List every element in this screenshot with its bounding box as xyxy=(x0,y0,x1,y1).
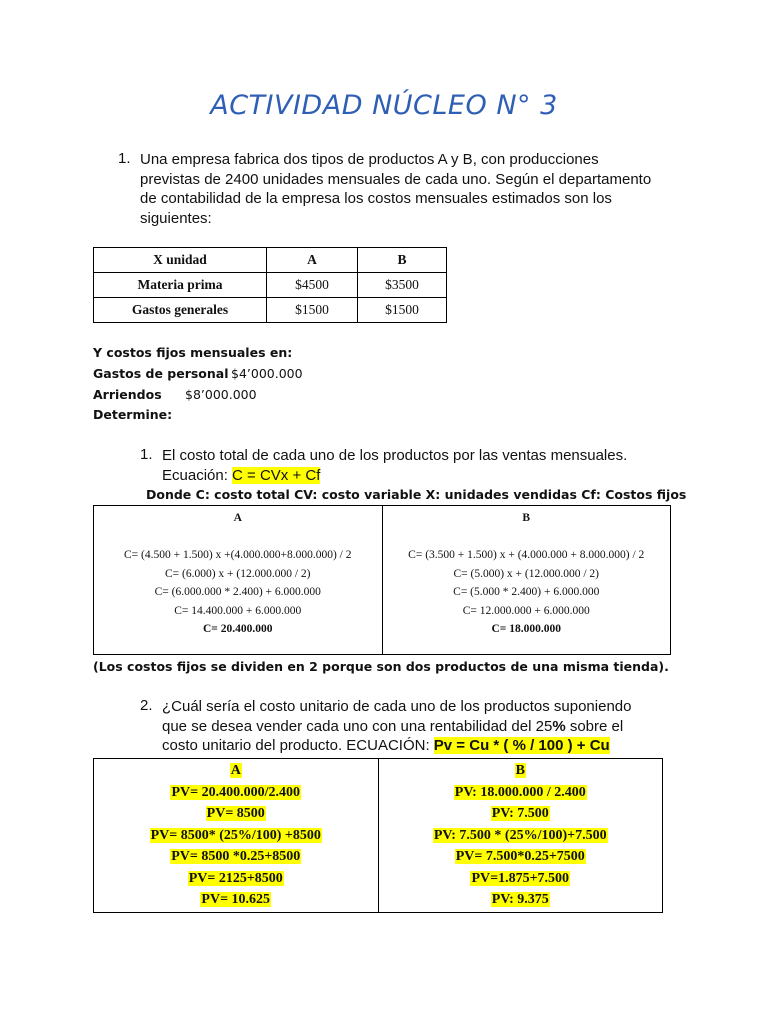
sub-question-1-number: 1. xyxy=(140,446,153,463)
sub-question-1-line: El costo total de cada uno de los productos por las ventas mensuales. xyxy=(162,447,628,464)
sub-question-2-text xyxy=(162,697,631,756)
unit-price-equation: Pv = Cu * ( % / 100 ) + Cu xyxy=(433,737,610,754)
unit-cost-table xyxy=(93,247,447,323)
table-row xyxy=(94,759,663,913)
question-1-text xyxy=(140,150,651,228)
sub-question-1-equation-line xyxy=(162,466,627,486)
table-header-cell: X unidad xyxy=(94,248,267,273)
question-1-number: 1. xyxy=(118,150,131,167)
table-row-label: Gastos generales xyxy=(94,298,267,323)
table-cell: $4500 xyxy=(267,273,358,298)
calc-line: C= (5.000 * 2.400) + 6.000.000 xyxy=(453,586,600,598)
calc-line: C= 14.400.000 + 6.000.000 xyxy=(174,604,302,617)
question-1-line: previstas de 2400 unidades mensuales de cada uno. Según el departamento xyxy=(140,170,652,188)
calc-line: PV= 20.400.000/2.400 xyxy=(171,784,301,800)
calc-result: PV= 10.625 xyxy=(201,892,271,907)
sub-question-2-equation-line: costo unitario del producto. ECUACIÓN: Pv = Cu * ( % / 100 ) + Cu xyxy=(162,737,610,754)
column-header: A xyxy=(230,763,241,778)
sub-question-2-number: 2. xyxy=(140,697,153,714)
calc-result: C= 20.400.000 xyxy=(203,623,273,635)
table-cell: $3500 xyxy=(358,273,447,298)
calc-line: C= 12.000.000 + 6.000.000 xyxy=(462,604,590,617)
fixed-cost-note: (Los costos fijos se dividen en 2 porque son dos productos de una misma tienda). xyxy=(93,659,669,674)
table-header-row xyxy=(94,248,447,273)
rent-cost-value: $8’000.000 xyxy=(185,387,257,402)
column-header: B xyxy=(522,512,531,524)
table-header-cell: A xyxy=(267,248,358,273)
total-cost-equation: C = CVx + Cf xyxy=(232,466,321,484)
rent-cost-label: Arriendos xyxy=(93,387,162,402)
calc-line: PV= 2125+8500 xyxy=(188,870,283,886)
equation-prefix: Ecuación: xyxy=(162,466,233,484)
calc-line: PV= 7.500*0.25+7500 xyxy=(455,849,585,864)
table-row-label: Materia prima xyxy=(94,273,267,298)
sub-question-2-line: ¿Cuál sería el costo unitario de cada uno de los productos suponiendo xyxy=(162,698,632,715)
column-header: A xyxy=(233,512,242,524)
calc-line: C= (6.000) x + (12.000.000 / 2) xyxy=(164,567,311,580)
fixed-costs-intro: Y costos fijos mensuales en: xyxy=(93,345,293,360)
table-cell: $1500 xyxy=(358,298,447,323)
total-cost-table xyxy=(93,505,671,655)
calc-line: PV= 8500* (25%/100) +8500 xyxy=(150,827,321,843)
calc-line: PV: 18.000.000 / 2.400 xyxy=(454,784,586,800)
product-a-column xyxy=(94,506,383,655)
calc-result: C= 18.000.000 xyxy=(491,623,561,635)
product-a-price-column xyxy=(94,759,379,913)
column-header: B xyxy=(515,763,525,778)
page-title: ACTIVIDAD NÚCLEO N° 3 xyxy=(210,90,558,121)
question-1-line: Una empresa fabrica dos tipos de productos A y B, con producciones xyxy=(140,151,599,168)
table-row xyxy=(94,273,447,298)
product-b-column xyxy=(382,506,671,655)
calc-line: C= (4.500 + 1.500) x +(4.000.000+8.000.000) / 2 xyxy=(123,549,352,561)
table-row xyxy=(94,298,447,323)
product-b-price-column xyxy=(378,759,663,913)
table-cell: $1500 xyxy=(267,298,358,323)
question-1-line: siguientes: xyxy=(140,209,212,227)
sub-question-1-text xyxy=(162,446,627,485)
sub-question-2-line: que se desea vender cada uno con una rentabilidad del 25% sobre el xyxy=(162,717,624,735)
calc-result: PV: 9.375 xyxy=(491,892,549,907)
calc-line: C= (3.500 + 1.500) x + (4.000.000 + 8.000.000) / 2 xyxy=(408,549,645,561)
calc-line: PV: 7.500 xyxy=(491,806,549,821)
calc-line: PV= 8500 *0.25+8500 xyxy=(171,849,301,864)
table-header-cell: B xyxy=(358,248,447,273)
question-1-line: de contabilidad de la empresa los costos mensuales estimados son los xyxy=(140,190,612,207)
calc-line: C= (5.000) x + (12.000.000 / 2) xyxy=(453,567,600,580)
unit-price-table xyxy=(93,758,663,913)
determine-label: Determine: xyxy=(93,407,173,422)
calc-line: PV=1.875+7.500 xyxy=(471,870,570,886)
calc-line: C= (6.000.000 * 2.400) + 6.000.000 xyxy=(154,586,321,598)
personal-cost-label: Gastos de personal xyxy=(93,366,229,381)
table-row xyxy=(94,506,671,655)
variables-legend: Donde C: costo total CV: costo variable X: unidades vendidas Cf: Costos fijos xyxy=(146,487,687,502)
personal-cost-value: $4’000.000 xyxy=(231,366,303,381)
calc-line: PV= 8500 xyxy=(206,806,265,821)
calc-line: PV: 7.500 * (25%/100)+7.500 xyxy=(433,827,607,843)
